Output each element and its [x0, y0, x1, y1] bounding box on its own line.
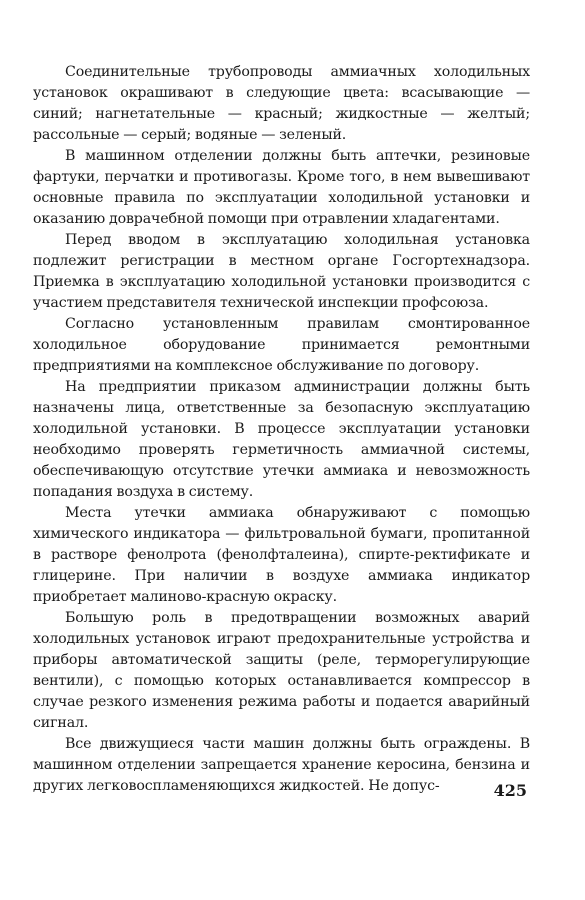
- paragraph-registration: Перед вводом в эксплуатацию холодильная установка подлежит регистрации в местном органе Госгортехнадзора. Приемка в эксплуатацию холодильной установки производится с участием представителя технической инспекции профсоюза.: [33, 232, 530, 311]
- paragraph-moving-parts: Все движущиеся части машин должны быть ограждены. В машинном отделении запрещается хранение керосина, бензина и других легковоспламеняющихся жидкостей. Не допус-: [33, 736, 530, 794]
- paragraph-safety-devices: Большую роль в предотвращении возможных аварий холодильных установок играют предохранительные устройства и приборы автоматической защиты (реле, терморегулирующие вентили), с помощью которых останавливается компрессор в случае резкого изменения режима работы и подается аварийный сигнал.: [33, 610, 530, 731]
- body-text: [33, 62, 530, 797]
- paragraph-pipeline-colors: Соединительные трубопроводы аммиачных холодильных установок окрашивают в следующие цвета: всасывающие — синий; нагнетательные — красный; жидкостные — желтый; рассольные — серый; водяные — зеленый.: [33, 64, 530, 143]
- paragraph-machine-room-equipment: В машинном отделении должны быть аптечки, резиновые фартуки, перчатки и противогазы. Кроме того, в нем вывешивают основные правила по эксплуатации холодильной установки и оказанию доврачебной помощи при отравлении хладагентами.: [33, 148, 530, 227]
- paragraph-acceptance: Согласно установленным правилам смонтированное холодильное оборудование принимается ремонтными предприятиями на комплексное обслуживание по договору.: [33, 316, 530, 374]
- page-number: 425: [493, 781, 527, 800]
- paragraph-leak-detection: Места утечки аммиака обнаруживают с помощью химического индикатора — фильтровальной бумаги, пропитанной в растворе фенолрота (фенолфталеина), спирте-ректификате и глицерине. При наличии в воздухе аммиака индикатор приобретает малиново-красную окраску.: [33, 505, 530, 605]
- paragraph-responsible-persons: На предприятии приказом администрации должны быть назначены лица, ответственные за безопасную эксплуатацию холодильной установки. В процессе эксплуатации установки необходимо проверять герметичность аммиачной системы, обеспечивающую отсутствие утечки аммиака и невозможность попадания воздуха в систему.: [33, 379, 530, 500]
